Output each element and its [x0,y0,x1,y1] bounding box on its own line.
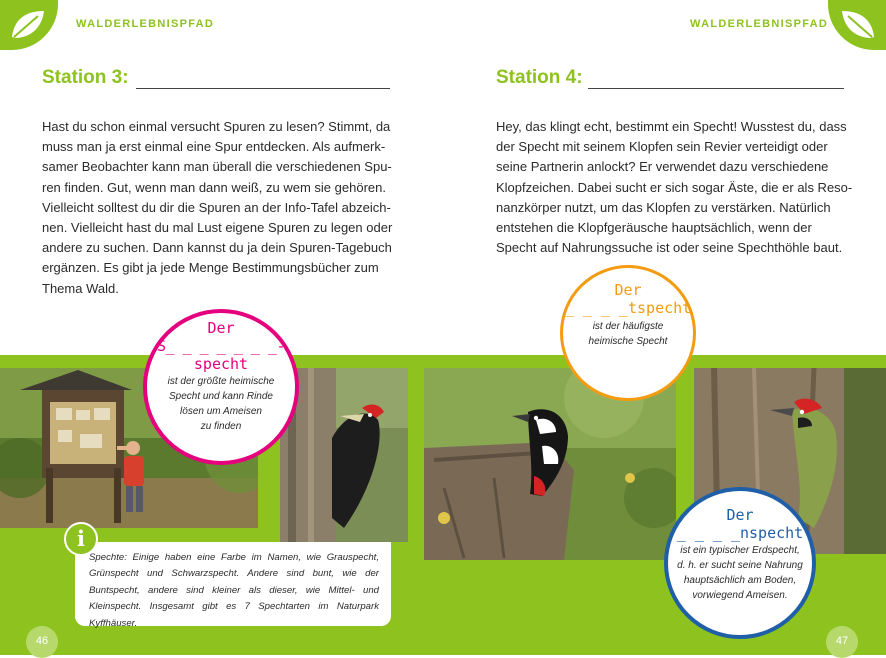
quiz-pink-caption-line: Specht und kann Rinde [169,391,273,402]
quiz-blue-line1: Der [726,506,754,524]
station-3-title: Station 3: [42,67,129,88]
quiz-circle-orange [560,265,696,401]
header-label-left: WALDERLEBNISPFAD [76,18,215,30]
leaf-corner-right [828,0,886,50]
text-line: entstehen die Klopfgeräusche hauptsächlich, wenn der [496,220,812,236]
quiz-blue-caption-line: vorwiegend Ameisen. [692,590,788,601]
text-line: samer Beobachter kann man überall die verschiedenen Spu- [42,159,392,175]
quiz-pink-caption-line: zu finden [200,421,242,432]
text-line: Klopfzeichen. Dabei sucht er sich sogar Äste, die er als Reso- [496,179,853,195]
quiz-blue-caption-line: hauptsächlich am Boden, [683,575,797,586]
quiz-orange-line1: Der [614,281,642,299]
leaf-icon [838,7,878,43]
info-icon: i [64,522,98,556]
quiz-orange-blank: _ _ _ _tspecht [564,299,692,317]
text-line: muss man ja erst einmal eine Spur entdecken. Als aufmerk- [42,139,386,155]
header-label-right: WALDERLEBNISPFAD [690,18,829,30]
photo-black-woodpecker [280,368,408,542]
leaf-icon [8,7,48,43]
quiz-blue-blank: _ _ _ _nspecht [676,524,804,542]
quiz-orange-caption-line: heimische Specht [588,336,668,347]
quiz-pink-line3: specht [193,355,249,373]
page-number-left: 46 [26,626,58,658]
quiz-orange-caption-line: ist der häufigste [592,321,664,332]
text-line: Vielleicht solltest du dir die Spuren an der Info-Tafel abzeich- [42,199,391,215]
station-4-title: Station 4: [496,67,583,88]
text-line: Specht auf Nahrungssuche ist oder seine Spechthöhle baut. [496,240,843,256]
text-line: andere zu suchen. Dann kannst du ja dein Spuren-Tagebuch [42,240,392,256]
text-line: ergänzen. Es gibt ja jede Menge Bestimmungsbücher zum [42,260,379,276]
quiz-circle-pink [143,309,299,465]
text-line: seine Partnerin anlockt? Er verwendet dazu verschiedene [496,159,829,175]
text-line: der Specht mit seinem Klopfen sein Revier verteidigt oder [496,139,828,155]
info-box: Spechte: Einige haben eine Farbe im Namen, wie Grauspecht, Grünspecht und Schwarzspecht. Andere sind bunt, wie der Buntspecht, andere sind kleiner als dieser, wie Mittel- und Kleinspecht. Insgesamt gibt es 7 Spechtarten im Naturpark Kyffhäuser. [75,542,391,626]
quiz-circle-blue [664,487,816,639]
quiz-pink-line1: Der [207,319,235,337]
quiz-pink-caption-line: lösen um Ameisen [180,406,262,417]
quiz-pink-blank: S_ _ _ _ _ _ _- [157,337,285,355]
text-line: nanzkörper nutzt, um das Klopfen zu verstärken. Natürlich [496,199,831,215]
quiz-pink-caption-line: ist der größte heimische [167,376,275,387]
quiz-blue-caption-line: d. h. er sucht seine Nahrung [677,560,803,571]
station-3-text [42,117,412,299]
station-4-text [496,117,866,258]
text-line: ren finden. Gut, wenn man dann weiß, zu wem sie gehören. [42,179,386,195]
station-3-answer-line [136,88,390,89]
text-line: nen. Vielleicht hast du mal Lust eigene Spuren zu legen oder [42,220,393,236]
text-line: Hey, das klingt echt, bestimmt ein Specht! Wusstest du, dass [496,119,847,134]
station-4-answer-line [588,88,844,89]
page-number-right: 47 [826,626,858,658]
quiz-blue-caption-line: ist ein typischer Erdspecht, [680,545,800,556]
leaf-corner-left [0,0,58,50]
text-line: Thema Wald. [42,280,119,296]
text-line: Hast du schon einmal versucht Spuren zu lesen? Stimmt, da [42,119,391,134]
